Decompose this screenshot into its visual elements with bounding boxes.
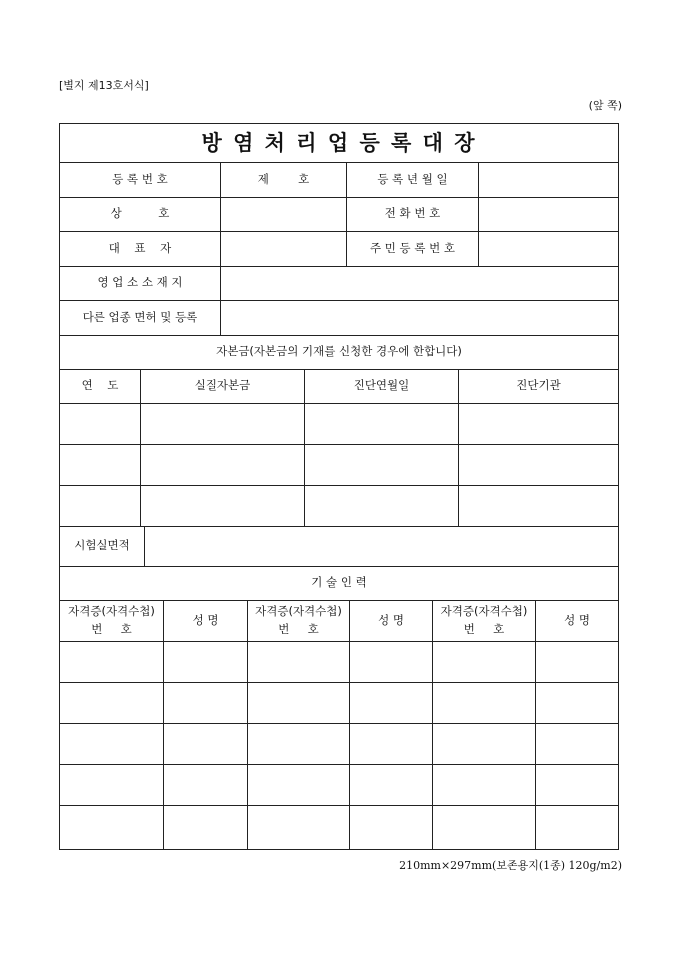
form-title: 방 염 처 리 업 등 록 대 장 [201,129,477,155]
company-label: 상 호 [110,206,170,221]
representative-label: 대 표 자 [108,240,172,255]
capital-header-year: 연 도 [81,378,119,393]
other-license-field[interactable] [221,300,618,335]
address-field[interactable] [221,266,618,300]
paper-spec: 210mm×297mm(보존용지(1종) 120g/m2) [399,859,622,872]
resident-no-label: 주 민 등 록 번 호 [370,240,455,255]
representative-field[interactable] [221,231,346,266]
reg-no-value: 제 호 [257,171,310,186]
reg-no-label: 등 록 번 호 [112,171,168,186]
reg-date-label: 등 록 년 월 일 [377,171,448,186]
tech-header-name-3: 성 명 [564,612,590,627]
tech-header-cert-1: 자격증(자격수첩) 번 호 [68,603,155,636]
tech-header-name-2: 성 명 [378,612,404,627]
tech-header-cert-2: 자격증(자격수첩) 번 호 [255,603,342,636]
tech-section-title: 기 술 인 력 [311,575,367,590]
capital-header-diagnosis-date: 진단연월일 [353,378,410,393]
address-label: 영 업 소 소 재 지 [97,275,183,290]
registration-ledger-form [59,123,619,850]
form-number: [별지 제13호서식] [59,79,149,92]
phone-field[interactable] [479,197,618,231]
phone-label: 전 화 번 호 [384,206,441,221]
lab-area-field[interactable] [145,526,618,566]
capital-header-real-capital: 실질자본금 [194,378,251,393]
company-field[interactable] [221,197,346,231]
reg-date-field[interactable] [479,162,618,197]
capital-header-diagnosis-agency: 진단기관 [516,378,561,393]
page-side-label: (앞 쪽) [588,99,622,112]
lab-area-label: 시험실면적 [74,538,130,553]
tech-header-cert-3: 자격증(자격수첩) 번 호 [440,603,528,636]
other-license-label: 다른 업종 면허 및 등록 [82,309,198,324]
resident-no-field[interactable] [479,231,618,266]
capital-section-title: 자본금(자본금의 기재를 신청한 경우에 한합니다) [216,344,462,359]
tech-header-name-1: 성 명 [192,612,219,627]
